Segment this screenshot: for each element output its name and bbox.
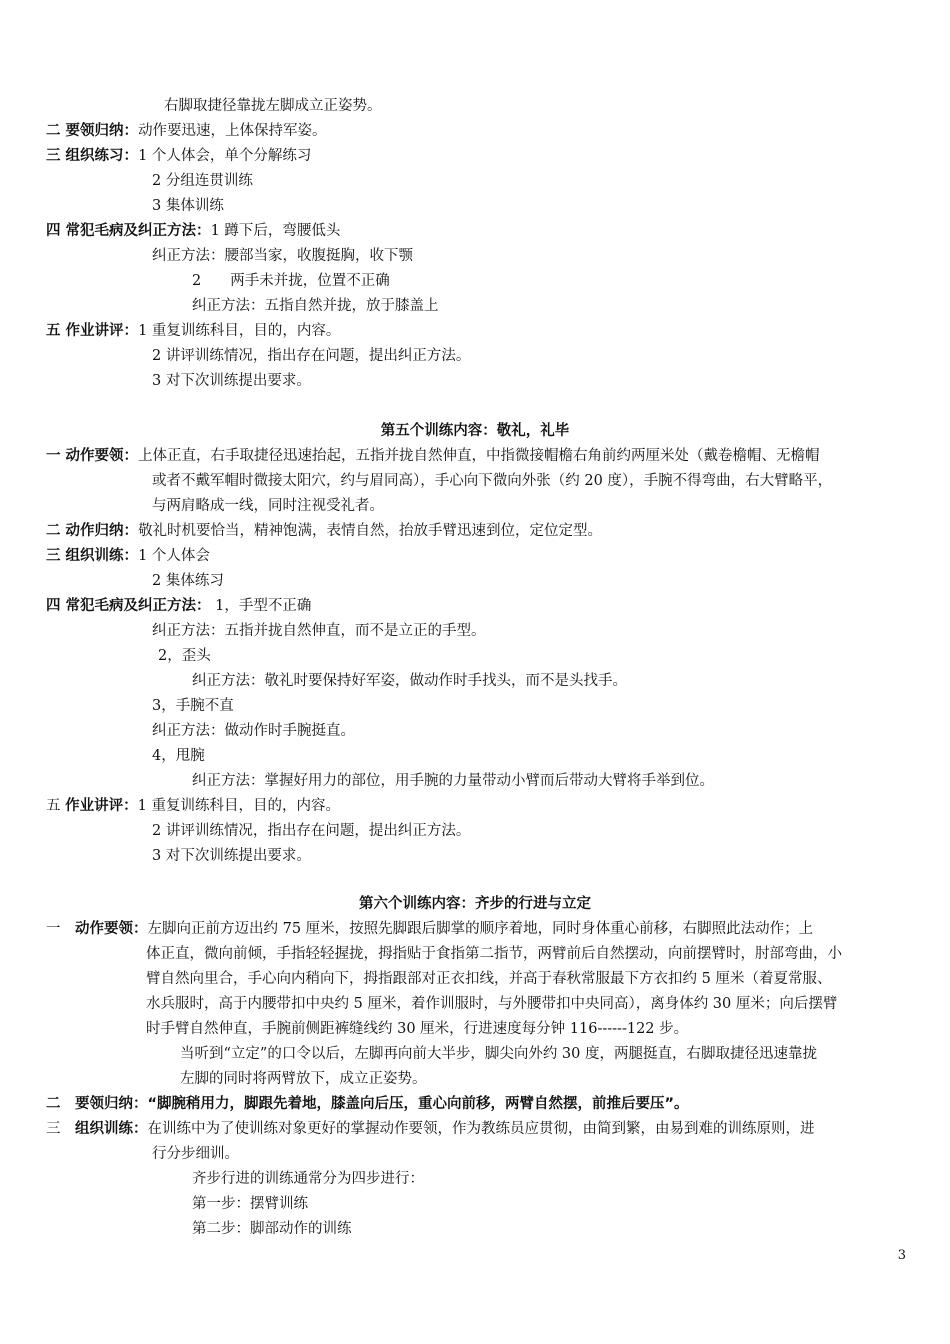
text-line: 2 讲评训练情况，指出存在问题，提出纠正方法。 [152, 348, 471, 364]
text-line: 3 对下次训练提出要求。 [152, 848, 311, 864]
text-line [46, 919, 813, 939]
text-line: 3，手腕不直 [152, 698, 234, 714]
text-line: 纠正方法：掌握好用力的部位，用手腕的力量带动小臂而后带动大臂将手举到位。 [192, 773, 714, 789]
text-line: 纠正方法：腰部当家，收腹挺胸，收下颚 [152, 248, 413, 264]
text-line: 体正直，微向前倾，手指轻轻握拢，拇指贴于食指第二指节，两臂前后自然摆动，向前摆臂时，肘部弯曲，小 [146, 946, 842, 962]
text-line: 纠正方法：做动作时手腕挺直。 [152, 723, 355, 739]
section-title: 第六个训练内容：齐步的行进与立定 [359, 896, 591, 912]
section-label: 三 组织练习： [46, 148, 139, 164]
section-label: 一 动作要领： [46, 448, 139, 464]
text-line: 右脚取捷径靠拢左脚成立正姿势。 [164, 98, 382, 114]
section-prefix: 五 [46, 798, 66, 814]
text-line: 3 对下次训练提出要求。 [152, 373, 311, 389]
text-line [46, 521, 602, 541]
section-text: 敬礼时机要恰当，精神饱满，表情自然，抬放手臂迅速到位，定位定型。 [138, 523, 603, 539]
text-line [46, 546, 210, 566]
section-text: 要领归纳：“脚腕稍用力，脚跟先着地，膝盖向后压，重心向前移，两臂自然摆，前推后要压”。 [75, 1096, 689, 1112]
section-text: 1 重复训练科目，目的，内容。 [137, 798, 340, 814]
section-text: 左脚向正前方迈出约 75 厘米，按照先脚跟后脚掌的顺序着地，同时身体重心前移，右脚照此法动作；上 [147, 921, 814, 937]
text-line: 2 分组连贯训练 [152, 173, 253, 189]
text-line: 纠正方法：五指自然并拢，放于膝盖上 [192, 298, 439, 314]
section-label: 作业讲评： [65, 798, 138, 814]
section-label: 二 动作归纳： [46, 523, 139, 539]
text-line: 左脚的同时将两臂放下，成立正姿势。 [180, 1071, 427, 1087]
section-label: 动作要领： [75, 921, 148, 937]
section-label: 四 常犯毛病及纠正方法： [46, 223, 211, 239]
text-line: 当听到“立定”的口令以后，左脚再向前大半步，脚尖向外约 30 度，两腿挺直，右脚取捷径迅速靠拢 [180, 1046, 817, 1062]
section-label: 组织训练： [75, 1121, 148, 1137]
text-line: 2 两手未并拢，位置不正确 [192, 273, 390, 289]
text-line: 第二步：脚部动作的训练 [192, 1221, 352, 1237]
section-prefix: 二 [46, 1096, 75, 1112]
section-text: 1 蹲下后，弯腰低头 [210, 223, 341, 239]
section-text: 1 个人体会，单个分解练习 [138, 148, 312, 164]
section-text: 在训练中为了使训练对象更好的掌握动作要领，作为教练员应贯彻，由简到繁，由易到难的训练原则，进 [147, 1121, 815, 1137]
text-line: 4，甩腕 [152, 748, 205, 764]
text-line [46, 321, 340, 341]
section-prefix: 三 [46, 1121, 75, 1137]
text-line: 或者不戴军帽时微接太阳穴，约与眉同高），手心向下微向外张（约 20 度），手腕不得弯曲，右大臂略平， [152, 473, 833, 489]
section-text: 1 个人体会 [138, 548, 210, 564]
page-number: 3 [897, 1248, 906, 1263]
text-line: 水兵服时，高于内腰带扣中央约 5 厘米，着作训服时，与外腰带扣中央同高），离身体约 30 厘米；向后摆臂 [146, 996, 838, 1012]
section-label: 三 组织训练： [46, 548, 139, 564]
text-line: 2 集体练习 [152, 573, 224, 589]
text-line: 2 讲评训练情况，指出存在问题，提出纠正方法。 [152, 823, 471, 839]
text-line: 齐步行进的训练通常分为四步进行： [192, 1171, 424, 1187]
text-line [46, 121, 327, 141]
section-label: 五 作业讲评： [46, 323, 139, 339]
text-line [46, 796, 340, 816]
text-line [46, 1119, 815, 1139]
section-text: 动作要迅速，上体保持军姿。 [138, 123, 327, 139]
text-line: 纠正方法：敬礼时要保持好军姿，做动作时手找头，而不是头找手。 [192, 673, 627, 689]
section-label: 二 要领归纳： [46, 123, 139, 139]
text-line: 臂自然向里合，手心向内稍向下，拇指跟部对正衣扣线，并高于春秋常服最下方衣扣约 5 厘米（着夏常服、 [146, 971, 832, 987]
text-line [46, 596, 311, 616]
section-text: 上体正直，右手取捷径迅速抬起，五指并拢自然伸直，中指微接帽檐右角前约两厘米处（戴卷檐帽、无檐帽 [138, 448, 820, 464]
text-line: 时手臂自然伸直，手腕前侧距裤缝线约 30 厘米，行进速度每分钟 116------122 步。 [146, 1021, 689, 1037]
text-line: 2，歪头 [158, 648, 211, 664]
text-line [46, 1094, 689, 1114]
text-line: 与两肩略成一线，同时注视受礼者。 [152, 498, 384, 514]
section-title: 第五个训练内容：敬礼，礼毕 [380, 423, 570, 439]
section-prefix: 一 [46, 921, 75, 937]
text-line: 行分步细训。 [152, 1146, 239, 1162]
text-line: 3 集体训练 [152, 198, 224, 214]
text-line: 纠正方法：五指并拢自然伸直，而不是立正的手型。 [152, 623, 486, 639]
text-line: 第一步：摆臂训练 [192, 1196, 308, 1212]
section-text: 1，手型不正确 [210, 598, 312, 614]
section-label: 四 常犯毛病及纠正方法： [46, 598, 211, 614]
section-text: 1 重复训练科目，目的，内容。 [138, 323, 341, 339]
text-line [46, 446, 820, 466]
text-line [46, 221, 340, 241]
text-line [46, 146, 311, 166]
